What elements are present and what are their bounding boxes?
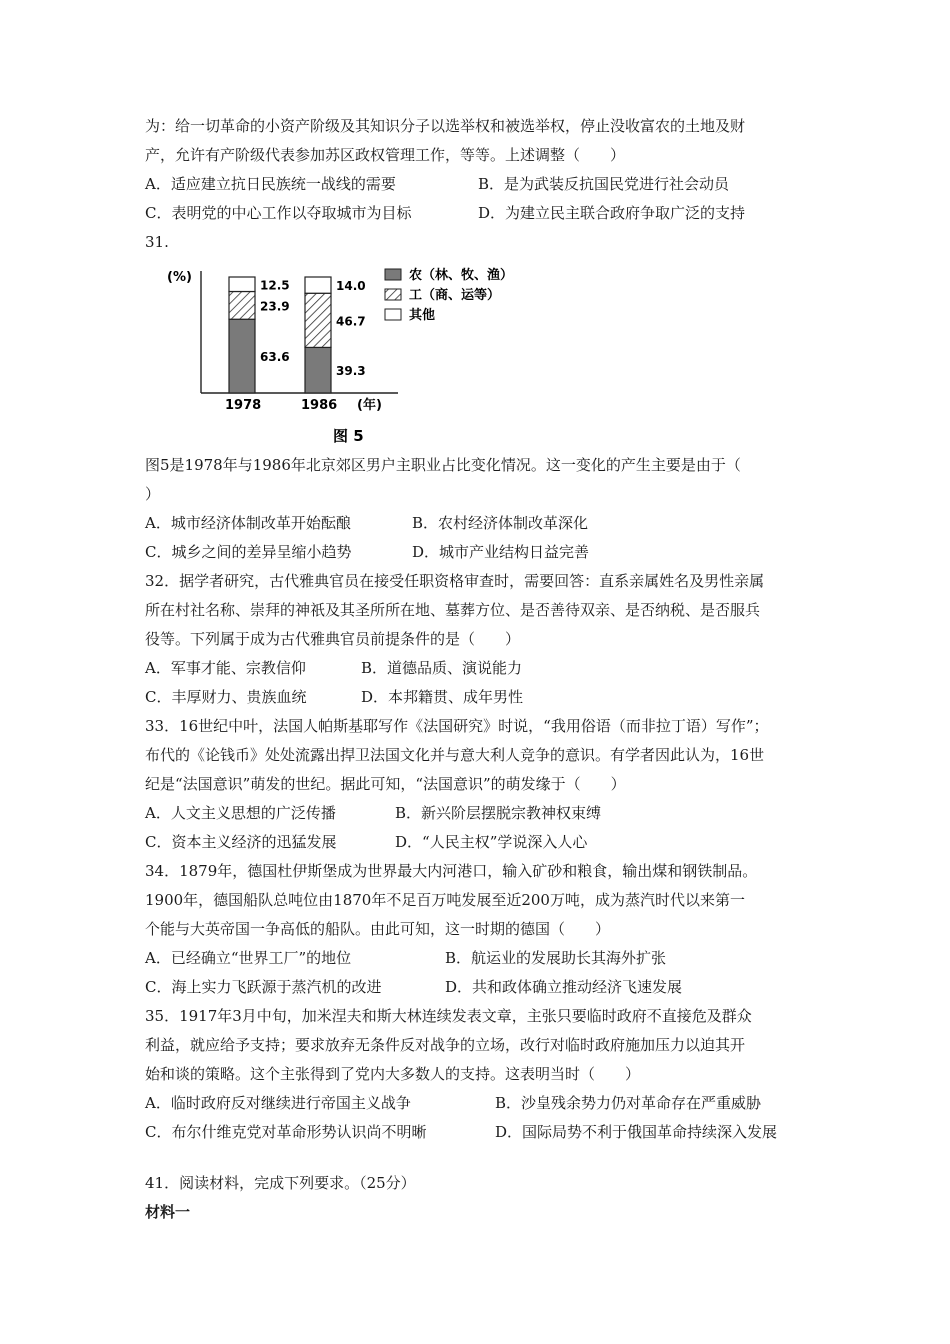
- q32-option-a[interactable]: A．军事才能、宗教信仰: [145, 659, 306, 677]
- q34-options-row-1: [145, 944, 813, 973]
- value-label-1978-1: 23.9: [260, 299, 290, 314]
- q34-option-c[interactable]: C．海上实力飞跃源于蒸汽机的改进: [145, 978, 382, 996]
- q35-option-b[interactable]: B．沙皇残余势力仍对革命存在严重威胁: [495, 1094, 762, 1112]
- q31-line-1: 图5是1978年与1986年北京郊区男户主职业占比变化情况。这一变化的产生主要是由于（: [145, 456, 741, 474]
- q35-options-row-2: [145, 1118, 813, 1147]
- q33-options-row-2: [145, 828, 813, 857]
- x-tick-1978: 1978: [225, 398, 262, 413]
- q31-number: 31.: [145, 233, 169, 251]
- q35-line-1: 35．1917年3月中旬，加米涅夫和斯大林连续发表文章，主张只要临时政府不直接危及群众: [145, 1007, 752, 1025]
- x-tick-1986: 1986: [301, 398, 338, 413]
- bar-1978-series-2: [229, 277, 255, 292]
- value-label-1978-2: 12.5: [260, 278, 290, 293]
- bar-1978-series-1: [229, 292, 255, 320]
- q31-option-b[interactable]: B．农村经济体制改革深化: [412, 514, 589, 532]
- value-label-1978-0: 63.6: [260, 350, 290, 365]
- q31-option-d[interactable]: D．城市产业结构日益完善: [412, 543, 590, 561]
- q31-line-2: ）: [145, 485, 161, 503]
- bar-1986-series-1: [305, 293, 331, 347]
- q32-option-c[interactable]: C．丰厚财力、贵族血统: [145, 688, 307, 706]
- q32-line-1: 32．据学者研究，古代雅典官员在接受任职资格审查时，需要回答：直系亲属姓名及男性亲属: [145, 572, 765, 590]
- q30-line-2: 产，允许有产阶级代表参加苏区政权管理工作，等等。上述调整（ ）: [145, 146, 626, 164]
- q33-option-d[interactable]: D．“人民主权”学说深入人心: [395, 833, 588, 851]
- legend-label-2: 其他: [409, 308, 436, 323]
- q41-line-1: 41．阅读材料，完成下列要求。（25分）: [145, 1174, 416, 1192]
- q33-option-b[interactable]: B．新兴阶层摆脱宗教神权束缚: [395, 804, 602, 822]
- q30-options-row-1: [145, 170, 813, 199]
- value-label-1986-0: 39.3: [336, 364, 366, 379]
- q35-options-row-1: [145, 1089, 813, 1118]
- q33-line-3: 纪是“法国意识”萌发的世纪。据此可知，“法国意识”的萌发缘于（ ）: [145, 775, 626, 793]
- figure-5: [145, 257, 813, 451]
- q34-line-1: 34．1879年，德国杜伊斯堡成为世界最大内河港口，输入矿砂和粮食，输出煤和钢铁制品。: [145, 862, 758, 880]
- q33-options-row-1: [145, 799, 813, 828]
- q33-option-a[interactable]: A．人文主义思想的广泛传播: [145, 804, 336, 822]
- q35-option-c[interactable]: C．布尔什维克党对革命形势认识尚不明晰: [145, 1123, 427, 1141]
- q30-option-c[interactable]: C．表明党的中心工作以夺取城市为目标: [145, 204, 412, 222]
- q34-options-row-2: [145, 973, 813, 1002]
- exam-page: [145, 112, 813, 1227]
- legend-label-1: 工（商、运等）: [409, 288, 501, 303]
- q34-line-3: 个能与大英帝国一争高低的船队。由此可知，这一时期的德国（ ）: [145, 920, 611, 938]
- q32-option-b[interactable]: B．道德品质、演说能力: [361, 659, 523, 677]
- q32-line-2: 所在村社名称、崇拜的神祇及其圣所所在地、墓葬方位、是否善待双亲、是否纳税、是否服兵: [145, 601, 761, 619]
- x-axis-label: (年): [357, 398, 382, 413]
- q33-line-2: 布代的《论钱币》处处流露出捍卫法国文化并与意大利人竞争的意识。有学者因此认为，16世: [145, 746, 765, 764]
- value-label-1986-1: 46.7: [336, 314, 366, 329]
- q34-option-d[interactable]: D．共和政体确立推动经济飞速发展: [445, 978, 683, 996]
- legend-swatch-1: [385, 289, 401, 300]
- chart-title: 图 5: [333, 427, 364, 445]
- q32-option-d[interactable]: D．本邦籍贯、成年男性: [361, 688, 524, 706]
- q30-line-1: 为：给一切革命的小资产阶级及其知识分子以选举权和被选举权，停止没收富农的土地及财: [145, 117, 746, 135]
- q34-option-b[interactable]: B．航运业的发展助长其海外扩张: [445, 949, 667, 967]
- q31-options-row-2: [145, 538, 813, 567]
- q35-line-3: 始和谈的策略。这个主张得到了党内大多数人的支持。这表明当时（ ）: [145, 1065, 641, 1083]
- section-spacer: [145, 1147, 813, 1169]
- q34-option-a[interactable]: A．已经确立“世界工厂”的地位: [145, 949, 352, 967]
- q41-material-heading: 材料一: [145, 1203, 191, 1221]
- q30-option-a[interactable]: A．适应建立抗日民族统一战线的需要: [145, 175, 396, 193]
- q35-line-2: 利益，就应给予支持；要求放弃无条件反对战争的立场，改行对临时政府施加压力以迫其开: [145, 1036, 746, 1054]
- q34-line-2: 1900年，德国船队总吨位由1870年不足百万吨发展至近200万吨，成为蒸汽时代以来第一: [145, 891, 745, 909]
- q33-option-c[interactable]: C．资本主义经济的迅猛发展: [145, 833, 337, 851]
- stacked-bar-chart: [153, 261, 573, 451]
- q31-options-row-1: [145, 509, 813, 538]
- bar-1978-series-0: [229, 319, 255, 393]
- bar-1986-series-2: [305, 277, 331, 293]
- q32-options-row-2: [145, 683, 813, 712]
- q35-option-a[interactable]: A．临时政府反对继续进行帝国主义战争: [145, 1094, 411, 1112]
- q33-line-1: 33．16世纪中叶，法国人帕斯基耶写作《法国研究》时说，“我用俗语（而非拉丁语）写作”；: [145, 717, 769, 735]
- q30-option-d[interactable]: D．为建立民主联合政府争取广泛的支持: [478, 204, 746, 222]
- legend-label-0: 农（林、牧、渔）: [409, 268, 514, 283]
- q31-option-a[interactable]: A．城市经济体制改革开始酝酿: [145, 514, 351, 532]
- y-axis-label: (%): [167, 270, 192, 285]
- q32-options-row-1: [145, 654, 813, 683]
- legend-swatch-2: [385, 309, 401, 320]
- q32-line-3: 役等。下列属于成为古代雅典官员前提条件的是（ ）: [145, 630, 521, 648]
- q30-options-row-2: [145, 199, 813, 228]
- q35-option-d[interactable]: D．国际局势不利于俄国革命持续深入发展: [495, 1123, 778, 1141]
- legend-swatch-0: [385, 269, 401, 280]
- value-label-1986-2: 14.0: [336, 279, 366, 294]
- q31-option-c[interactable]: C．城乡之间的差异呈缩小趋势: [145, 543, 352, 561]
- bar-1986-series-0: [305, 347, 331, 393]
- q30-option-b[interactable]: B．是为武装反抗国民党进行社会动员: [478, 175, 730, 193]
